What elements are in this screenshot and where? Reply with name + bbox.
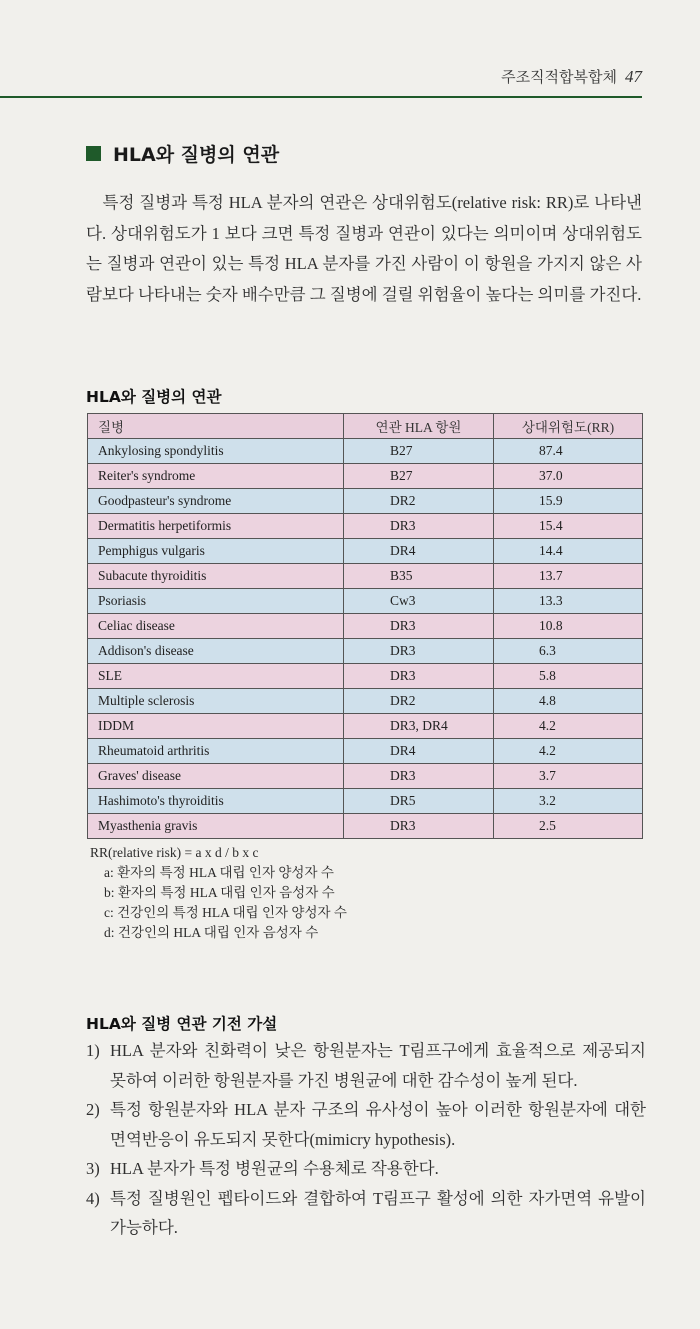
hypothesis-text: 특정 항원분자와 HLA 분자 구조의 유사성이 높아 이러한 항원분자에 대한 면역반응이 유도되지 못한다(mimicry hypothesis). <box>110 1100 646 1149</box>
running-header <box>501 66 642 87</box>
cell-relative-risk: 13.3 <box>494 589 643 614</box>
cell-disease: IDDM <box>88 714 344 739</box>
cell-relative-risk: 13.7 <box>494 564 643 589</box>
table-title: HLA와 질병의 연관 <box>86 388 222 406</box>
page-number: 47 <box>625 67 642 86</box>
formula-def-c: c: 건강인의 특정 HLA 대립 인자 양성자 수 <box>104 905 347 920</box>
cell-hla-antigen: DR3 <box>344 814 494 839</box>
table-header-row <box>88 414 643 439</box>
cell-hla-antigen: DR2 <box>344 689 494 714</box>
cell-hla-antigen: DR3, DR4 <box>344 714 494 739</box>
formula-expression: RR(relative risk) = a x d / b x c <box>90 845 259 860</box>
hypothesis-item <box>86 1095 646 1154</box>
column-header-disease: 질병 <box>88 414 344 439</box>
cell-disease: Hashimoto's thyroiditis <box>88 789 344 814</box>
page-header <box>0 0 700 100</box>
cell-hla-antigen: B35 <box>344 564 494 589</box>
table-row <box>88 639 643 664</box>
cell-relative-risk: 6.3 <box>494 639 643 664</box>
cell-disease: Addison's disease <box>88 639 344 664</box>
hypothesis-item <box>86 1036 646 1095</box>
cell-disease: Pemphigus vulgaris <box>88 539 344 564</box>
table-row <box>88 539 643 564</box>
table-row <box>88 439 643 464</box>
cell-hla-antigen: DR3 <box>344 514 494 539</box>
table-row <box>88 789 643 814</box>
hypotheses-title: HLA와 질병 연관 기전 가설 <box>86 1015 278 1033</box>
hla-disease-table <box>87 413 643 839</box>
cell-hla-antigen: Cw3 <box>344 589 494 614</box>
table-row <box>88 514 643 539</box>
running-title: 주조직적합복합체 <box>501 68 617 86</box>
cell-relative-risk: 5.8 <box>494 664 643 689</box>
cell-hla-antigen: B27 <box>344 439 494 464</box>
cell-relative-risk: 4.2 <box>494 739 643 764</box>
formula-def-d: d: 건강인의 HLA 대립 인자 음성자 수 <box>104 925 319 940</box>
cell-relative-risk: 3.2 <box>494 789 643 814</box>
cell-disease: Psoriasis <box>88 589 344 614</box>
rr-formula <box>90 843 347 943</box>
hypothesis-text: HLA 분자와 친화력이 낮은 항원분자는 T림프구에게 효율적으로 제공되지 못하여 이러한 항원분자를 가진 병원균에 대한 감수성이 높게 된다. <box>110 1041 646 1090</box>
table-row <box>88 664 643 689</box>
cell-disease: Reiter's syndrome <box>88 464 344 489</box>
formula-def-a: a: 환자의 특정 HLA 대립 인자 양성자 수 <box>104 865 334 880</box>
cell-relative-risk: 14.4 <box>494 539 643 564</box>
cell-hla-antigen: DR3 <box>344 664 494 689</box>
cell-hla-antigen: DR3 <box>344 614 494 639</box>
column-header-relative-risk: 상대위험도(RR) <box>494 414 643 439</box>
hypothesis-number: 3) <box>86 1159 100 1178</box>
cell-disease: Subacute thyroiditis <box>88 564 344 589</box>
column-header-hla-antigen: 연관 HLA 항원 <box>344 414 494 439</box>
cell-disease: Graves' disease <box>88 764 344 789</box>
table-row <box>88 714 643 739</box>
table-row <box>88 764 643 789</box>
cell-relative-risk: 15.9 <box>494 489 643 514</box>
table-row <box>88 739 643 764</box>
formula-definitions <box>90 863 347 943</box>
cell-disease: Multiple sclerosis <box>88 689 344 714</box>
cell-hla-antigen: DR3 <box>344 764 494 789</box>
cell-relative-risk: 4.2 <box>494 714 643 739</box>
cell-hla-antigen: B27 <box>344 464 494 489</box>
cell-disease: Ankylosing spondylitis <box>88 439 344 464</box>
hypotheses-list <box>86 1036 646 1243</box>
cell-disease: Celiac disease <box>88 614 344 639</box>
cell-disease: Goodpasteur's syndrome <box>88 489 344 514</box>
cell-relative-risk: 37.0 <box>494 464 643 489</box>
cell-relative-risk: 3.7 <box>494 764 643 789</box>
section-heading-text: HLA와 질병의 연관 <box>113 144 280 166</box>
cell-hla-antigen: DR4 <box>344 539 494 564</box>
hypothesis-number: 4) <box>86 1188 100 1208</box>
table-body <box>88 439 643 839</box>
heading-bullet-icon <box>86 146 101 161</box>
cell-hla-antigen: DR3 <box>344 639 494 664</box>
hypothesis-text: 특정 질병원인 펩타이드와 결합하여 T림프구 활성에 의한 자가면역 유발이 가능하다. <box>110 1188 646 1237</box>
header-rule <box>0 96 642 98</box>
formula-def-b: b: 환자의 특정 HLA 대립 인자 음성자 수 <box>104 885 335 900</box>
hypothesis-number: 1) <box>86 1041 100 1060</box>
table-row <box>88 814 643 839</box>
table-row <box>88 614 643 639</box>
cell-hla-antigen: DR5 <box>344 789 494 814</box>
cell-disease: Rheumatoid arthritis <box>88 739 344 764</box>
cell-relative-risk: 10.8 <box>494 614 643 639</box>
section-heading <box>86 140 279 167</box>
table-row <box>88 489 643 514</box>
table-row <box>88 689 643 714</box>
table-row <box>88 589 643 614</box>
hypothesis-item <box>86 1184 646 1243</box>
cell-relative-risk: 2.5 <box>494 814 643 839</box>
cell-disease: Myasthenia gravis <box>88 814 344 839</box>
cell-relative-risk: 4.8 <box>494 689 643 714</box>
cell-hla-antigen: DR4 <box>344 739 494 764</box>
hypothesis-text: HLA 분자가 특정 병원균의 수용체로 작용한다. <box>110 1159 439 1178</box>
hypothesis-item <box>86 1154 646 1184</box>
hypothesis-number: 2) <box>86 1100 100 1119</box>
cell-disease: Dermatitis herpetiformis <box>88 514 344 539</box>
cell-hla-antigen: DR2 <box>344 489 494 514</box>
table-row <box>88 464 643 489</box>
cell-disease: SLE <box>88 664 344 689</box>
table-row <box>88 564 643 589</box>
cell-relative-risk: 15.4 <box>494 514 643 539</box>
intro-paragraph: 특정 질병과 특정 HLA 분자의 연관은 상대위험도(relative risk: RR)로 나타낸다. 상대위험도가 1 보다 크면 특정 질병과 연관이 있다는 의미이며 상대위험도는 질병과 연관이 있는 특정 HLA 분자를 가진 사람이 이 항원을 가지지 않은 사람보다 나타내는 숫자 배수만큼 그 질병에 걸릴 위험율이 높다는 의미를 가진다. <box>86 193 642 304</box>
cell-relative-risk: 87.4 <box>494 439 643 464</box>
